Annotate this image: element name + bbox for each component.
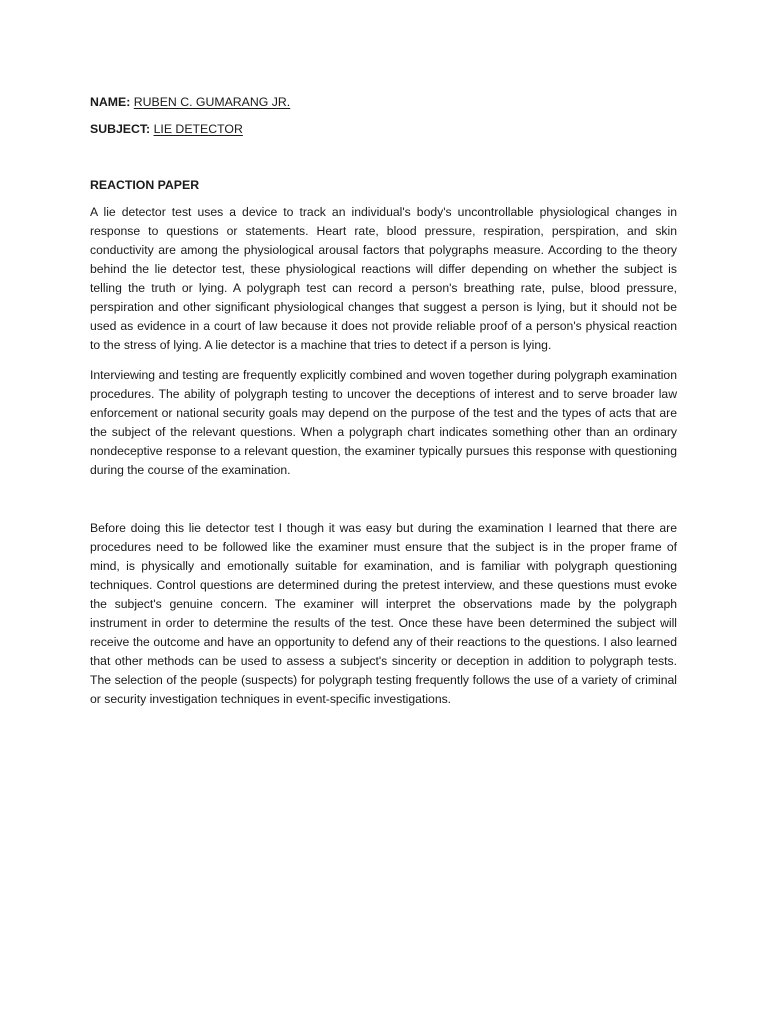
paragraph-3: Before doing this lie detector test I though it was easy but during the examination I learned that there are procedures need to be followed like the examiner must ensure that the subject is in the proper frame of mind, is physically and emotionally suitable for examination, and is familiar with polygraph questioning techniques. Control questions are determined during the pretest interview, and these questions must evoke the subject's genuine concern. The examiner will interpret the observations made by the polygraph instrument in order to determine the results of the test. Once these have been determined the subject will receive the outcome and have an opportunity to defend any of their reactions to the questions. I also learned that other methods can be used to assess a subject's sincerity or deception in addition to polygraph tests. The selection of the people (suspects) for polygraph testing frequently follows the use of a variety of criminal or security investigation techniques in event-specific investigations. — [90, 521, 677, 706]
name-line — [90, 94, 677, 111]
name-label: NAME: — [90, 95, 131, 109]
paragraph-2: Interviewing and testing are frequently explicitly combined and woven together during polygraph examination procedures. The ability of polygraph testing to uncover the deceptions of interest and to serve broader law enforcement or national security goals may depend on the purpose of the test and the types of acts that are the subject of the relevant questions. When a polygraph chart indicates something other than an ordinary nondeceptive response to a relevant question, the examiner typically pursues this response with questioning during the course of the examination. — [90, 368, 677, 477]
document-page — [90, 94, 677, 709]
subject-value: LIE DETECTOR — [153, 122, 243, 136]
paragraph-1: A lie detector test uses a device to track an individual's body's uncontrollable physiological changes in response to questions or statements. Heart rate, blood pressure, respiration, perspiration, and skin conductivity are among the physiological arousal factors that polygraphs measure. According to the theory behind the lie detector test, these physiological reactions will differ depending on whether the subject is telling the truth or lying. A polygraph test can record a person's breathing rate, pulse, blood pressure, perspiration and other significant physiological changes that suggest a person is lying, but it should not be used as evidence in a court of law because it does not provide reliable proof of a person's physical reaction to the stress of lying. A lie detector is a machine that tries to detect if a person is lying. — [90, 205, 677, 352]
document-heading: REACTION PAPER — [90, 178, 200, 192]
subject-line — [90, 121, 677, 138]
subject-label: SUBJECT: — [90, 122, 151, 136]
name-value: RUBEN C. GUMARANG JR. — [133, 95, 291, 109]
